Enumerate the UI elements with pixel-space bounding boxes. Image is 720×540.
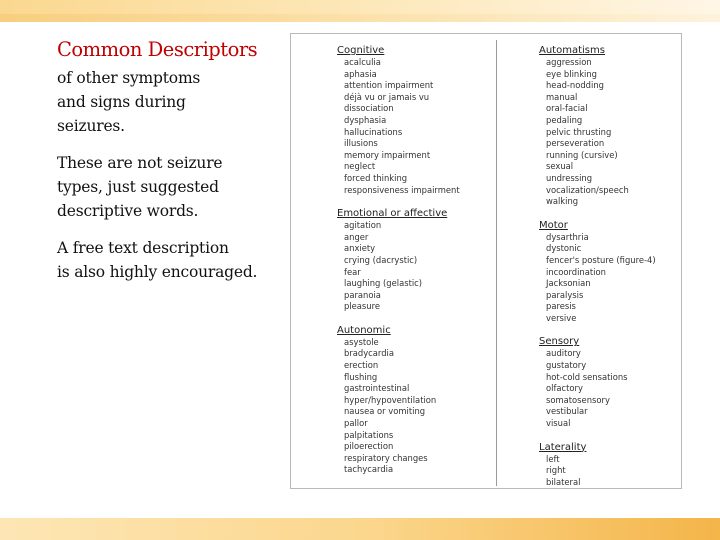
descriptor-item: bilateral xyxy=(546,476,581,487)
descriptor-item: crying (dacrystic) xyxy=(344,254,418,265)
text-line: is also highly encouraged. xyxy=(57,263,258,281)
descriptor-item: paranoia xyxy=(344,289,381,300)
category-spacer xyxy=(539,208,679,219)
descriptor-item: aggression xyxy=(546,57,592,67)
category-spacer xyxy=(539,430,679,441)
category-title: Autonomic xyxy=(337,324,391,336)
descriptor-item: vestibular xyxy=(546,406,588,417)
descriptor-item: incoordination xyxy=(546,266,606,277)
descriptor-item: neglect xyxy=(344,161,376,172)
descriptor-item: head-nodding xyxy=(546,80,604,91)
category-title: Cognitive xyxy=(337,45,385,56)
descriptor-item: nausea or vomiting xyxy=(344,406,426,417)
descriptor-column-right xyxy=(539,44,679,488)
descriptor-item: pelvic thrusting xyxy=(546,126,612,137)
descriptor-item: perseveration xyxy=(546,138,605,149)
slide-heading: Common Descriptors xyxy=(57,38,258,61)
category-spacer xyxy=(539,324,679,335)
slide-text xyxy=(57,38,282,284)
descriptor-item: right xyxy=(546,465,566,476)
descriptor-item: vocalization/speech xyxy=(546,184,629,195)
descriptor-item: pallor xyxy=(344,418,368,429)
descriptor-item: fear xyxy=(344,266,361,277)
descriptor-item: pleasure xyxy=(344,301,381,312)
descriptor-item: auditory xyxy=(546,348,581,359)
descriptor-item: anxiety xyxy=(344,243,376,254)
category-title: Sensory xyxy=(539,336,580,348)
descriptor-item: gustatory xyxy=(546,360,587,371)
column-divider xyxy=(496,40,497,486)
descriptor-item: versive xyxy=(546,312,577,323)
descriptor-item: illusions xyxy=(344,138,378,149)
descriptor-item: gastrointestinal xyxy=(344,383,410,394)
descriptor-item: paralysis xyxy=(546,289,584,300)
descriptor-item: respiratory changes xyxy=(344,452,428,463)
descriptor-item: agitation xyxy=(344,220,382,231)
category-title: Motor xyxy=(539,219,568,231)
descriptor-item: aphasia xyxy=(344,68,377,79)
descriptor-item: palpitations xyxy=(344,429,394,440)
category-spacer xyxy=(337,196,492,207)
descriptor-item: dissociation xyxy=(344,103,394,114)
descriptor-item: piloerection xyxy=(344,441,394,452)
descriptor-item: asystole xyxy=(344,336,379,347)
text-line: These are not seizure xyxy=(57,154,223,172)
descriptor-item: dysphasia xyxy=(344,114,387,125)
descriptor-item: flushing xyxy=(344,371,378,382)
descriptor-item: laughing (gelastic) xyxy=(344,278,423,289)
descriptor-item: Jacksonian xyxy=(546,278,591,289)
category-title: Laterality xyxy=(539,441,587,453)
text-line: seizures. xyxy=(57,117,125,135)
descriptor-item: erection xyxy=(344,360,379,371)
text-line: of other symptoms xyxy=(57,69,201,87)
text-line: types, just suggested xyxy=(57,178,219,196)
descriptor-item: undressing xyxy=(546,172,593,183)
descriptor-item: sexual xyxy=(546,161,574,172)
descriptor-item: oral-facial xyxy=(546,103,588,114)
descriptor-item: attention impairment xyxy=(344,80,434,91)
descriptor-item: walking xyxy=(546,196,579,207)
descriptor-item: hallucinations xyxy=(344,126,403,137)
descriptor-item: dystonic xyxy=(546,243,582,254)
text-line: A free text description xyxy=(57,239,229,257)
descriptor-item: visual xyxy=(546,418,571,429)
descriptor-item: left xyxy=(546,453,560,464)
descriptor-item: memory impairment xyxy=(344,149,431,160)
descriptor-item: manual xyxy=(546,91,578,102)
text-line: descriptive words. xyxy=(57,202,199,220)
descriptor-item: somatosensory xyxy=(546,394,610,405)
bottom-decorative-bar xyxy=(0,518,720,540)
category-spacer xyxy=(337,313,492,324)
descriptor-item: eye blinking xyxy=(546,68,598,79)
descriptor-item: running (cursive) xyxy=(546,149,618,160)
descriptor-item: olfactory xyxy=(546,383,583,394)
descriptor-item: fencer's posture (figure-4) xyxy=(546,254,656,265)
category-title: Emotional or affective xyxy=(337,208,448,220)
descriptor-column-left xyxy=(337,44,492,476)
descriptor-item: déjà vu or jamais vu xyxy=(344,91,430,102)
descriptor-item: hot-cold sensations xyxy=(546,371,628,382)
descriptor-item: hyper/hypoventilation xyxy=(344,394,437,405)
descriptor-item: responsiveness impairment xyxy=(344,184,460,195)
descriptor-item: forced thinking xyxy=(344,172,408,183)
text-line: and signs during xyxy=(57,93,186,111)
descriptor-item: anger xyxy=(344,231,369,242)
descriptor-item: tachycardia xyxy=(344,464,394,475)
descriptor-item: acalculia xyxy=(344,57,381,67)
descriptor-item: paresis xyxy=(546,301,576,312)
category-title: Automatisms xyxy=(539,45,605,56)
descriptor-item: pedaling xyxy=(546,114,583,125)
descriptor-item: bradycardia xyxy=(344,348,394,359)
top-decorative-bar xyxy=(0,0,720,22)
descriptor-item: dysarthria xyxy=(546,231,589,242)
